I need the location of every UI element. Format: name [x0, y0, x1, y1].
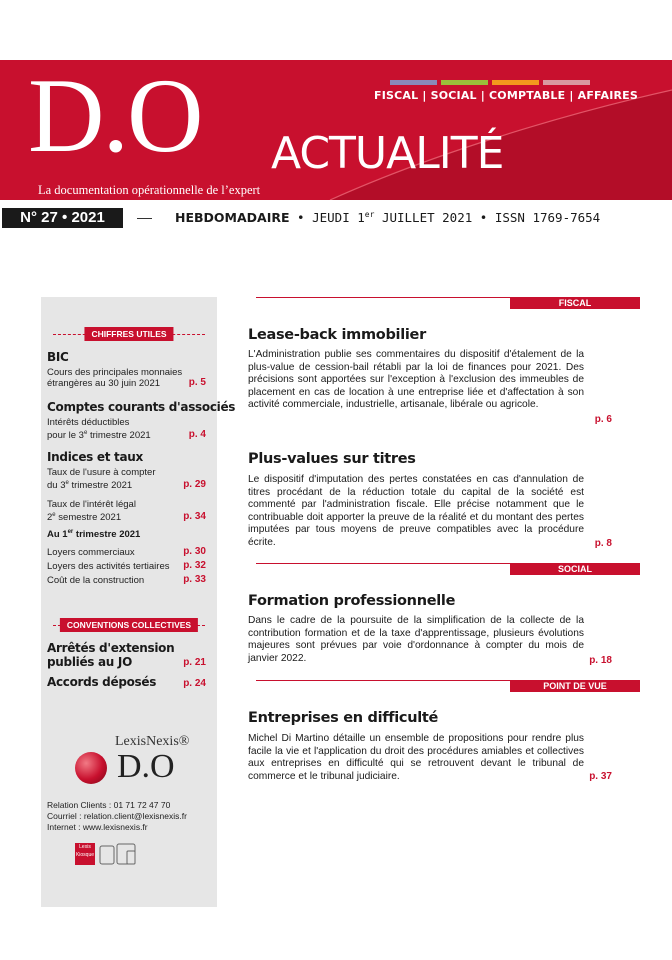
arretes-title-2: publiés au JO: [47, 655, 132, 669]
loyers-tertiaires: Loyers des activités tertiaires: [47, 561, 170, 572]
contact-website[interactable]: Internet : www.lexisnexis.fr: [47, 822, 148, 832]
article-text-lease-back: L'Administration publie ses commentaires du dispositif d'étalement de la plus-value de cession-bail rétabli par la loi de finances pour 2021. Des précisions sont apportées sur l'exception à l'exclusion des immeubles de placement en cas de location à une entreprise liée et d'affectation à son activité commerciale, industrielle, artisanale, libérale ou agricole.: [248, 349, 584, 410]
arretes-page-link[interactable]: p. 21: [183, 657, 206, 668]
issue-date-prefix: • JEUDI 1: [297, 210, 365, 226]
legal-page-link[interactable]: p. 34: [183, 511, 206, 522]
bic-text-2: étrangères au 30 juin 2021: [47, 378, 161, 389]
contact-email[interactable]: Courriel : relation.client@lexisnexis.fr: [47, 811, 187, 821]
masthead: [0, 60, 672, 200]
loyers-commerciaux: Loyers commerciaux: [47, 547, 135, 558]
issue-date-suffix: JUILLET 2021 • ISSN 1769-7654: [374, 210, 601, 226]
accords-title: Accords déposés: [47, 675, 157, 689]
accords-page-link[interactable]: p. 24: [183, 678, 206, 689]
usure-text-2: du 3e trimestre 2021: [47, 480, 133, 492]
arretes-title-1: Arrêtés d'extension: [47, 641, 175, 655]
q1-subtitle: Au 1er trimestre 2021: [47, 529, 141, 541]
section-label-social: SOCIAL: [510, 563, 640, 575]
usure-page-link[interactable]: p. 29: [183, 479, 206, 490]
divider: [137, 218, 152, 219]
article-text-entreprises: Michel Di Martino détaille un ensemble de propositions pour rendre plus facile la vie et l'application du droit des procédures amiables et collectives aux entreprises en difficulté qui se retrouvent devant le tribunal de commerce et le tribunal judiciaire.: [248, 733, 584, 782]
section-label-point-de-vue: POINT DE VUE: [510, 680, 640, 692]
cca-text-2: pour le 3e trimestre 2021: [47, 430, 151, 442]
bic-text-1: Cours des principales monnaies: [47, 367, 183, 378]
lexisnexis-logo: [71, 734, 191, 794]
issue-number: N° 27 • 2021: [2, 208, 123, 228]
lexisnexis-do: D.O: [117, 748, 175, 785]
issue-meta: [175, 210, 600, 225]
article-page-plus-values[interactable]: p. 8: [594, 538, 612, 549]
section-label-fiscal: FISCAL: [510, 297, 640, 309]
category-bar-affaires: [543, 80, 590, 85]
sidebar: [41, 297, 236, 907]
bic-page-link[interactable]: p. 5: [188, 377, 206, 388]
article-page-entreprises[interactable]: p. 37: [589, 771, 612, 782]
cout-construction: Coût de la construction: [47, 575, 145, 586]
article-title-lease-back[interactable]: Lease-back immobilier: [248, 327, 426, 343]
sidebar-header-label: CONVENTIONS COLLECTIVES: [60, 618, 198, 632]
lexisnexis-globe-icon: [75, 752, 107, 784]
cout-construction-page-link[interactable]: p. 33: [183, 574, 206, 585]
article-title-plus-values[interactable]: Plus-values sur titres: [248, 451, 416, 467]
article-page-formation[interactable]: p. 18: [589, 655, 612, 666]
bic-title: BIC: [47, 350, 69, 364]
sidebar-header-conventions: [41, 618, 217, 632]
loyers-commerciaux-page-link[interactable]: p. 30: [183, 546, 206, 557]
tagline: La documentation opérationnelle de l’expert: [38, 183, 261, 197]
article-title-entreprises[interactable]: Entreprises en difficulté: [248, 710, 439, 726]
issue-frequency: HEBDOMADAIRE: [175, 210, 290, 226]
category-bar-comptable: [492, 80, 539, 85]
article-text-formation: Dans le cadre de la poursuite de la simplification de la collecte de la contribution formation et de la taxe d'apprentissage, plusieurs évolutions majeures sont prévues par voie d'ordonnance à compter du mois de janvier 2022.: [248, 615, 584, 664]
logo-do: D.O: [28, 60, 202, 174]
indices-title: Indices et taux: [47, 450, 143, 464]
legal-text-2: 2e semestre 2021: [47, 512, 122, 524]
lexis-kiosque-icon: Lexis Kiosque: [75, 843, 95, 865]
lexisnexis-name: LexisNexis®: [115, 734, 190, 749]
category-bar-social: [441, 80, 488, 85]
logo-actualite: ACTUALITÉ: [271, 128, 504, 179]
article-title-formation[interactable]: Formation professionnelle: [248, 593, 456, 609]
issue-date-sup: er: [364, 210, 375, 219]
sidebar-header-chiffres: [41, 327, 217, 341]
loyers-tertiaires-page-link[interactable]: p. 32: [183, 560, 206, 571]
cca-page-link[interactable]: p. 4: [188, 429, 206, 440]
legal-text-1: Taux de l'intérêt légal: [47, 499, 136, 510]
category-bar-fiscal: [390, 80, 437, 85]
article-text-plus-values: Le dispositif d'imputation des pertes constatées en cas d'annulation de titres procédant de la réduction totale du capital de la société est commenté par l'administration fiscale. Elle précise notamment que le contribuable doit apporter la preuve de la réalité et du montant des pertes imputées par tous moyens de preuve compatibles avec la procédure écrite.: [248, 474, 584, 548]
article-page-lease-back[interactable]: p. 6: [594, 414, 612, 425]
contact-phone: Relation Clients : 01 71 72 47 70: [47, 800, 171, 810]
category-list: FISCAL | SOCIAL | COMPTABLE | AFFAIRES: [373, 89, 638, 102]
devices-icon: [99, 843, 141, 865]
sidebar-header-label: CHIFFRES UTILES: [84, 327, 173, 341]
cca-title: Comptes courants d'associés: [47, 400, 236, 414]
usure-text-1: Taux de l'usure à compter: [47, 467, 156, 478]
cca-text-1: Intérêts déductibles: [47, 417, 130, 428]
